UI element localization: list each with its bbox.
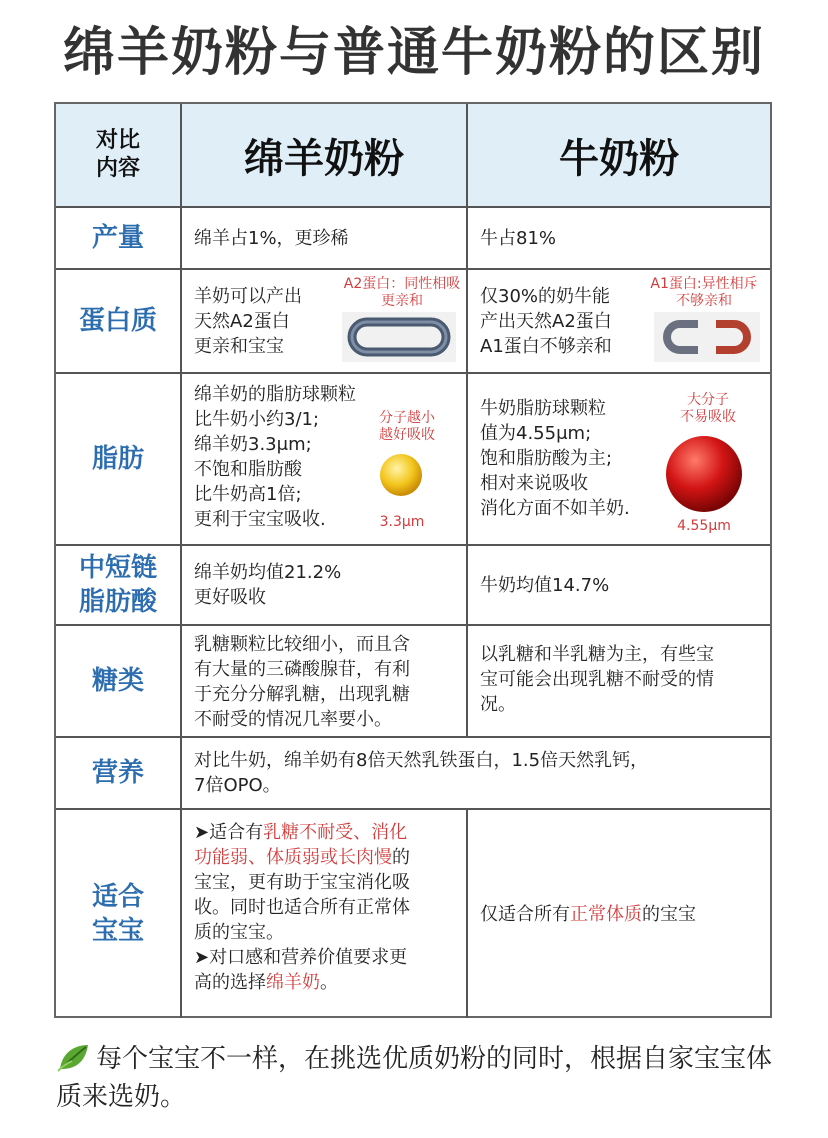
row-label: 营养 [91,758,144,788]
row-nutrition [56,736,770,808]
comparison-table [54,102,772,1018]
cow-yield: 牛占81% [480,227,557,249]
row-label: 中短链 脂肪酸 [78,553,157,617]
row-yield [56,206,770,268]
sheep-fat: 绵羊奶的脂肪球颗粒 比牛奶小约3/1; 绵羊奶3.3μm; 不饱和脂肪酸 比牛奶高1倍; 更利于宝宝吸收. [194,384,356,530]
cow-protein: 仅30%的奶牛能 产出天然A2蛋白 A1蛋白不够亲和 [480,286,612,357]
row-label: 产量 [91,223,144,253]
closed-link-icon [342,312,456,362]
sheep-protein: 羊奶可以产出 天然A2蛋白 更亲和宝宝 [194,286,302,357]
row-suitable [56,808,770,1018]
row-label: 蛋白质 [78,306,157,336]
nutrition-text: 对比牛奶，绵羊奶有8倍天然乳铁蛋白，1.5倍天然乳钙， 7倍OPO。 [194,750,649,796]
sheep-protein-note: A2蛋白：同性相吸 更亲和 [343,276,461,309]
large-fat-globule-icon [664,434,744,514]
cow-mcfa: 牛奶均值14.7% [480,574,610,596]
sheep-mcfa: 绵羊奶均值21.2% 更好吸收 [182,546,468,624]
sheep-sugar: 乳糖颗粒比较细小，而且含 有大量的三磷酸腺苷，有利 于充分分解乳糖，出现乳糖 不耐受的情况几率要小。 [182,626,468,736]
row-protein [56,268,770,372]
cow-sugar: 以乳糖和半乳糖为主，有些宝 宝可能会出现乳糖不耐受的情 况。 [480,644,714,715]
row-label: 糖类 [91,666,144,696]
leaf-icon [56,1043,90,1073]
cow-suitable: 仅适合所有正常体质的宝宝 [480,903,696,925]
row-label: 脂肪 [91,444,144,474]
row-label: 适合 宝宝 [91,882,144,946]
cow-protein-note: A1蛋白:异性相斥 不够亲和 [650,276,758,309]
sheep-yield: 绵羊占1%，更珍稀 [182,208,468,268]
sheep-suitable: ➤适合有乳糖不耐受、消化 功能弱、体质弱或长肉慢的 宝宝，更有助于宝宝消化吸 收。同时也适合所有正常体 质的宝宝。 ➤对口感和营养价值要求更 高的选择绵羊奶。 [182,810,468,1018]
table-header [56,104,770,206]
header-compare-label: 对比 内容 [56,104,182,206]
sheep-fat-note: 分子越小 越好吸收 [379,410,435,443]
footer-note: 每个宝宝不一样，在挑选优质奶粉的同时，根据自家宝宝体质来选奶。 [56,1044,773,1112]
header-cow: 牛奶粉 [559,135,679,182]
page-title: 绵羊奶粉与普通牛奶粉的区别 [62,23,765,83]
sheep-fat-size: 3.3μm [379,514,425,530]
row-fat [56,372,770,544]
small-fat-globule-icon [378,452,424,498]
header-sheep: 绵羊奶粉 [182,104,468,206]
cow-fat-note: 大分子 不易吸收 [680,392,736,425]
row-mcfa [56,544,770,624]
cow-fat-size: 4.55μm [677,518,731,534]
broken-link-icon [654,312,760,362]
row-sugar [56,624,770,736]
cow-fat: 牛奶脂肪球颗粒 值为4.55μm; 饱和脂肪酸为主; 相对来说吸收 消化方面不如羊奶. [480,398,630,519]
